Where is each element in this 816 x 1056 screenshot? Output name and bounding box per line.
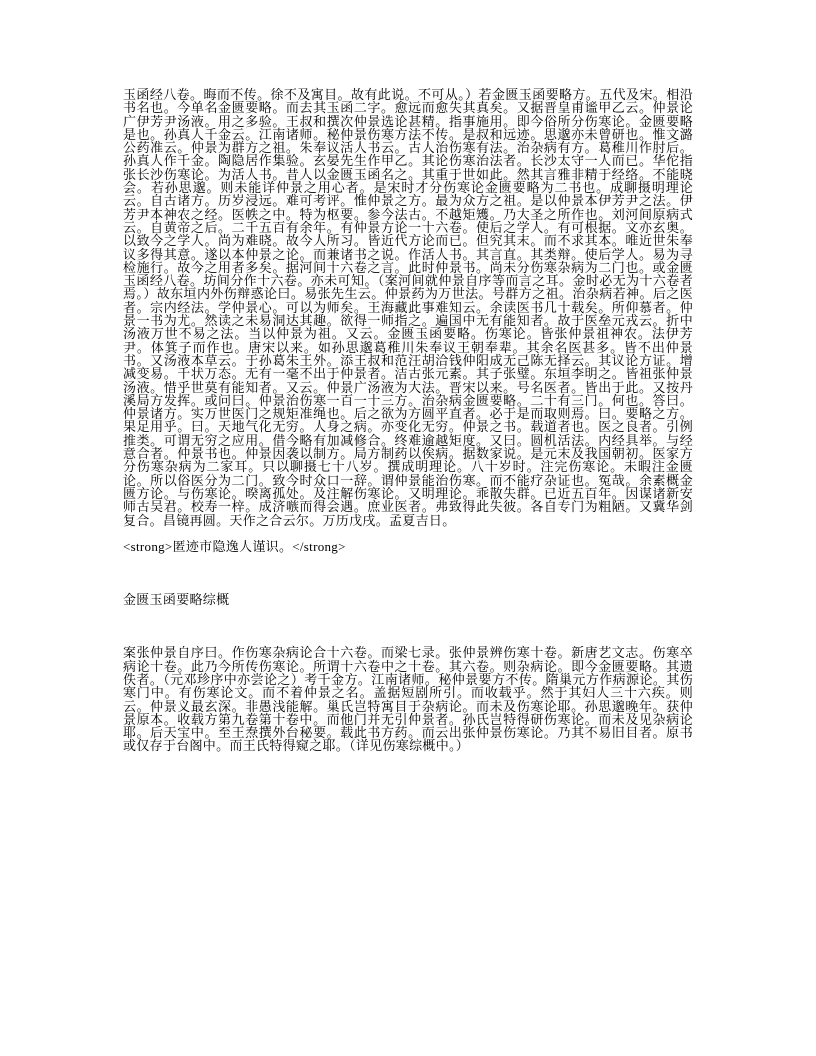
signature-line: <strong>匿迹市隐逸人谨识。</strong> <box>123 538 346 554</box>
section-heading: 金匮玉函要略综概 <box>123 592 230 608</box>
preface-paragraph: 玉函经八卷。晦而不传。徐不及寓目。故有此说。不可从。）若金匮玉函要略方。五代及宋。相沿书名也。今单名金匮要略。而去其玉函二字。愈远而愈失其真矣。又据晋皇甫谧甲乙云。仲景论广伊芳尹汤液。用之多验。王叔和撰次仲景选论甚精。指事施用。即今俗所分伤寒论。金匮要略是也。孙真人千金云。江南诸师。秘仲景伤寒方法不传。是叔和远迹。思邈亦未曾研也。惟文潞公药准云。仲景为群方之祖。朱奉议活人书云。古人治伤寒有法。治杂病有方。葛稚川作肘后。孙真人作千金。陶隐居作集验。玄晏先生作甲乙。其论伤寒治法者。长沙太守一人而已。华佗指张长沙伤寒论。为活人书。昔人以金匮玉函名之。其重于世如此。然其言雅非精于经络。不能晓会。若孙思邈。则未能详仲景之用心者。是宋时才分伤寒论金匮要略为二书也。成聊摄明理论云。自古诸方。历岁浸远。难可考评。惟仲景之方。最为众方之祖。是以仲景本伊芳尹之法。伊芳尹本神农之经。医帙之中。特为枢要。参今法古。不越矩矱。乃大圣之所作也。刘河间原病式云。自黄帝之后。二千五百有余年。有仲景方论一十六卷。使后之学人。有可根据。文亦玄奥。以致今之学人。尚为难晓。故今人所习。皆近代方论而已。但究其末。而不求其本。唯近世朱奉议多得其意。遂以本仲景之论。而兼诸书之说。作活人书。其言直。其类辩。使后学人。易为寻检施行。故今之用者多矣。据河间十六卷之言。此时仲景书。尚未分伤寒杂病为二门也。或金匮玉函经八卷。坊间分作十六卷。亦未可知。（案河间就仲景自序等而言之耳。金时必无为十六卷者焉。）故东垣内外伤辩惑论曰。易张先生云。仲景药为万世法。号群方之祖。治杂病若神。后之医者。宗内经法。学仲景心。可以为师矣。王海藏此事难知云。余读医书几十载矣。所仰慕者。仲景一书为尤。然读之未易洞达其趣。欲得一师指之。遍国中无有能知者。故于医垒元戎云。折中汤液万世不易之法。当以仲景为祖。又云。金匮玉函要略。伤寒论。皆张仲景祖神农。法伊芳尹。体箕子而作也。唐宋以来。如孙思邈葛稚川朱奉议王朝奉辈。其余名医甚多。皆不出仲景书。又汤液本草云。于孙葛朱王外。添王叔和范汪胡洽钱仲阳成无己陈无择云。其议论方证。增减变易。千状万态。无有一毫不出于仲景者。洁古张元素。其子张璧。东垣李明之。皆祖张仲景汤液。惜乎世莫有能知者。又云。仲景广汤液为大法。晋宋以来。号名医者。皆出于此。又按丹溪局方发挥。或问曰。仲景治伤寒一百一十三方。治杂病金匮要略。二十有三门。何也。答曰。仲景诸方。实万世医门之规矩准绳也。后之欲为方圆平直者。必于是而取则焉。曰。要略之方。果足用乎。曰。天地气化无穷。人身之病。亦变化无穷。仲景之书。载道者也。医之良者。引例推类。可谓无穷之应用。借今略有加减修合。终难逾越矩度。又曰。圆机活法。内经具举。与经意合者。仲景书也。仲景因袭以制方。局方制药以俟病。据数家说。是元末及我国朝初。医家方分伤寒杂病为二家耳。只以聊摄七十八岁。撰成明理论。八十岁时。注完伤寒论。未暇注金匮论。所以俗医分为二门。致今时众口一辞。谓仲景能治伤寒。而不能疗杂证也。冤哉。余素概金匮方论。与伤寒论。暌离孤处。及注解伤寒论。又明理论。乖散失群。已近五百年。因谋诸新安师古吴君。校寿一梓。成济嗾而得会遇。庶业医者。弗致得此失彼。各自专门为粗陋。又冀华剑复合。昌镜再圆。天作之合云尔。万历戊戌。孟夏吉日。 <box>123 87 693 528</box>
document-body <box>123 88 693 753</box>
overview-paragraph: 案张仲景自序曰。作伤寒杂病论合十六卷。而梁七录。张仲景辨伤寒十卷。新唐艺文志。伤寒卒病论十卷。此乃今所传伤寒论。所谓十六卷中之十卷。其六卷。则杂病论。即今金匮要略。其遗佚者。（元邓珍序中亦尝论之）考千金方。江南诸师。秘仲景要方不传。隋巢元方作病源论。其伤寒门中。有伤寒论文。而不着仲景之名。盖据短剧所引。而收载乎。然于其妇人三十六疾。则云。仲景义最玄深。非愚浅能解。巢氏岂特寓目于杂病论。而未及伤寒论耶。孙思邈晚年。获仲景原本。收载方第九卷第十卷中。而他门并无引仲景者。孙氏岂特得研伤寒论。而未及见杂病论耶。后天宝中。至王焘撰外台秘要。载此书方药。而云出张仲景伤寒论。乃其不易旧目者。原书或仅存于台阁中。而王氏特得窥之耶。（详见伤寒综概中。） <box>123 645 693 754</box>
